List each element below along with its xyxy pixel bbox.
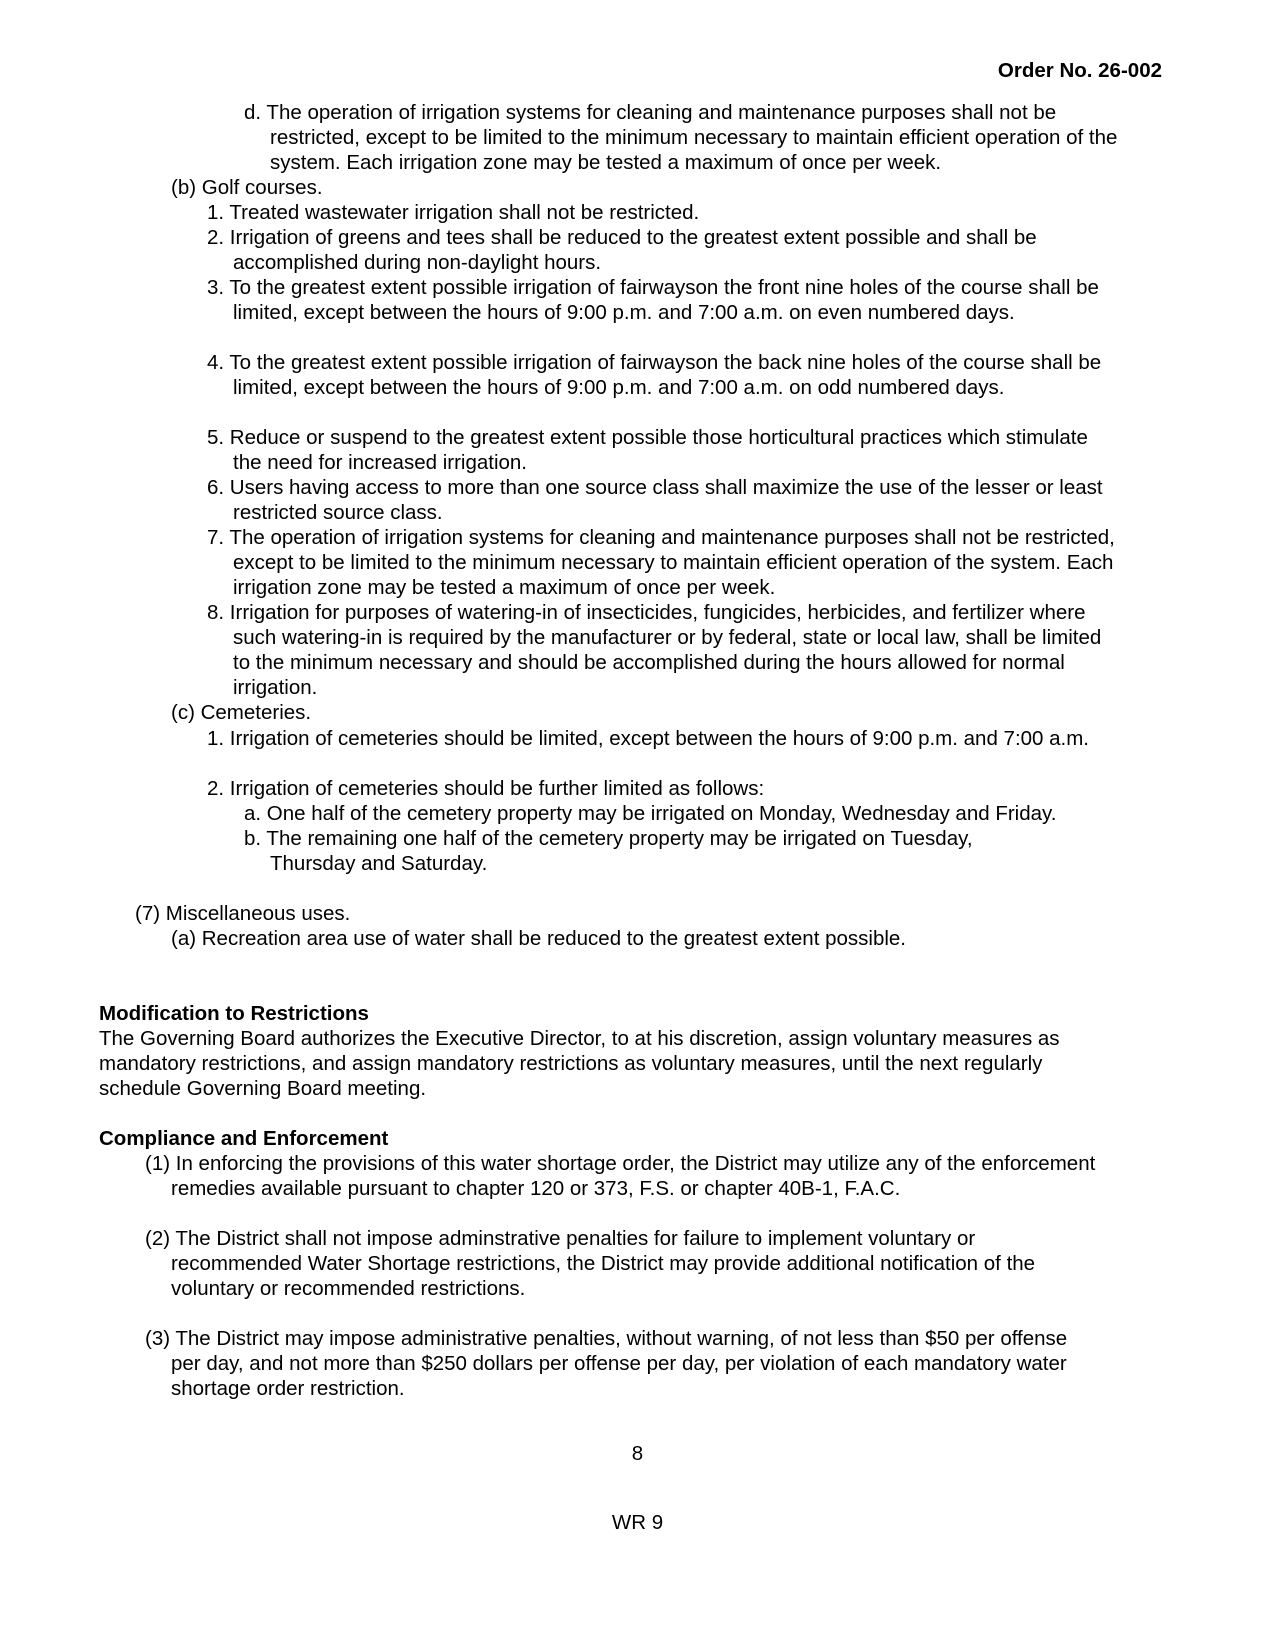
item-b-4: 4. To the greatest extent possible irrigation of fairwayson the back nine holes of the course shall be limited, except between the hours of 9:00 p.m. and 7:00 a.m. on odd numbered days. [207,351,1102,399]
compliance-item-2: (2) The District shall not impose adminstrative penalties for failure to implement voluntary or recommended Water Shortage restrictions, the District may provide additional notification of the voluntary or recommended restrictions. [145,1227,1036,1300]
item-b-6: 6. Users having access to more than one source class shall maximize the use of the lesser or least restricted source class. [207,476,1103,524]
order-number: Order No. 26-002 [997,59,1162,82]
item-b-1: 1. Treated wastewater irrigation shall not be restricted. [207,201,700,224]
item-b-3: 3. To the greatest extent possible irrigation of fairwayson the front nine holes of the course shall be limited, except between the hours of 9:00 p.m. and 7:00 a.m. on even numbered days. [207,276,1099,324]
item-b-7: 7. The operation of irrigation systems for cleaning and maintenance purposes shall not be restricted, except to be limited to the minimum necessary to maintain efficient operation of the system. Each irrigation zone may be tested a maximum of once per week. [207,526,1115,599]
item-c-2: 2. Irrigation of cemeteries should be further limited as follows: [207,777,765,800]
section-7-a: (a) Recreation area use of water shall be reduced to the greatest extent possible. [171,927,907,950]
item-b-5: 5. Reduce or suspend to the greatest extent possible those horticultural practices which stimulate the need for increased irrigation. [207,426,1088,474]
compliance-item-3: (3) The District may impose administrative penalties, without warning, of not less than $50 per offense per day, and not more than $250 dollars per offense per day, per violation of each mandatory water shortage order restriction. [145,1327,1068,1400]
modification-heading: Modification to Restrictions [99,1002,369,1025]
page-number: 8 [631,1442,644,1465]
section-7-heading: (7) Miscellaneous uses. [135,902,351,925]
item-c-2-a: a. One half of the cemetery property may be irrigated on Monday, Wednesday and Friday. [244,802,1057,825]
compliance-heading: Compliance and Enforcement [99,1127,389,1150]
modification-body: The Governing Board authorizes the Executive Director, to at his discretion, assign voluntary measures as mandatory restrictions, and assign mandatory restrictions as voluntary measures, until the next regularly schedule Governing Board meeting. [99,1027,1060,1100]
item-b-heading: (b) Golf courses. [171,176,323,199]
item-c-1: 1. Irrigation of cemeteries should be limited, except between the hours of 9:00 p.m. and 7:00 a.m. [207,727,1090,750]
document-code: WR 9 [611,1511,664,1534]
item-a-d: d. The operation of irrigation systems for cleaning and maintenance purposes shall not be restricted, except to be limited to the minimum necessary to maintain efficient operation of the system. Each irrigation zone may be tested a maximum of once per week. [244,101,1118,174]
item-b-8: 8. Irrigation for purposes of watering-in of insecticides, fungicides, herbicides, and fertilizer where such watering-in is required by the manufacturer or by federal, state or local law, shall be limited to the minimum necessary and should be accomplished during the hours allowed for normal irrigation. [207,601,1102,699]
item-b-2: 2. Irrigation of greens and tees shall be reduced to the greatest extent possible and shall be accomplished during non-daylight hours. [207,226,1037,274]
compliance-item-1: (1) In enforcing the provisions of this water shortage order, the District may utilize any of the enforcement remedies available pursuant to chapter 120 or 373, F.S. or chapter 40B-1, F.A.C. [145,1152,1096,1200]
item-c-2-b: b. The remaining one half of the cemetery property may be irrigated on Tuesday, Thursday and Saturday. [244,827,973,875]
item-c-heading: (c) Cemeteries. [171,701,312,724]
